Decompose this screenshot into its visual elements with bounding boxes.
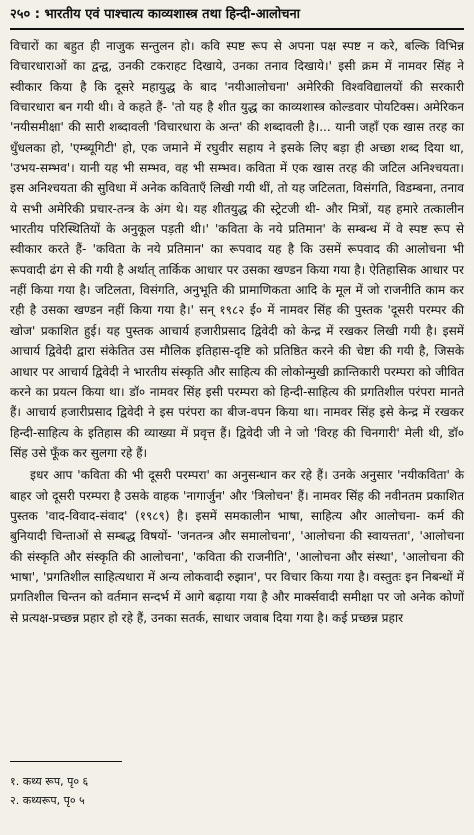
body-text (10, 36, 464, 628)
header-rule (10, 28, 464, 30)
footnote-2: २. कथ्यरूप, पृ० ५ (10, 794, 85, 807)
footnote-divider (10, 761, 122, 762)
footnotes (10, 772, 88, 810)
paragraph-1: विचारों का बहुत ही नाजुक सन्तुलन हो। कवि स्पष्ट रूप से अपना पक्ष स्पष्ट न करे, बल्कि विभिन्न विचारधाराओं का द्वन्द्व, उनकी टकराहट दिखाये, उनका तनाव दिखाये।' इसी क्रम में नामवर सिंह ने स्वीकार किया है कि दूसरे महायुद्ध के बाद 'नयीआलोचना' अमेरिकी विश्वविद्यालयों की सरकारी विचारधारा बन गयी थी। वे कहते हैं- 'तो यह है शीत युद्ध का काव्यशास्त्र कोल्डवार पोयटिक्स। अमेरिकन 'नयीसमीक्षा' की सारी शब्दावली 'विचारधारा के अन्त' की शब्दावली है।... यानी जहाँ एक खास तरह का धुँधलका हो, 'एम्ब्यूगिटी' हो, एक जमाने में रघुवीर सहाय ने इसके लिए बड़ा ही अच्छा शब्द दिया था, 'उभय-सम्भव'। यानी यह भी सम्भव, वह भी सम्भव। कविता में एक खास तरह की जटिल अनिश्चयता। इस अनिश्चयता की सुविधा में अनेक कविताएँ लिखी गयी थीं, तो यह जटिलता, विसंगति, विडम्बना, तनाव ये सभी अमेरिकी प्रचार-तन्त्र के अंग थे। यह शीतयुद्ध की स्ट्रेटजी थी- और मित्रों, यह हमारे तत्कालीन भारतीय परिस्थितियों के अनुकूल पड़ती थी।' 'कविता के नये प्रतिमान' के सम्बन्ध में वे स्पष्ट रूप से स्वीकार करते हैं- 'कविता के नये प्रतिमान' का रूपवाद यह है कि उसमें रूपवाद की आलोचना भी रूपवादी ढंग से की गयी है अर्थात् तार्किक आधार पर उसका खण्डन किया गया है। ऐतिहासिक आधार पर नहीं किया गया है। जटिलता, विसंगति, अनुभूति की प्रामाणिकता आदि के मूल में जो राजनीति काम कर रही है उसका खण्डन नहीं किया गया है।' सन् १९८२ ई० में नामवर सिंह की पुस्तक 'दूसरी परम्पर की खोज' प्रकाशित हुई। यह पुस्तक आचार्य हजारीप्रसाद द्विवेदी को केन्द्र में रखकर लिखी गयी है। इसमें आचार्य द्विवेदी द्वारा संकेतित उस मौलिक इतिहास-दृष्टि को प्रतिष्ठित करने की चेष्टा की गयी है, जिसके आधार पर आचार्य द्विवेदी ने भारतीय संस्कृति और साहित्य की लोकोन्मुखी क्रान्तिकारी परम्परा को जीवित करने का प्रयत्न किया था। डॉ० नामवर सिंह इसी परम्परा को हिन्दी-साहित्य की प्रगतिशील परंपरा मानते हैं। आचार्य हजारीप्रसाद द्विवेदी ने इस परंपरा का बीज-वपन किया था। नामवर सिंह इसे केन्द्र में रखकर हिन्दी-साहित्य के इतिहास की व्याख्या में प्रवृत्त हैं। द्विवेदी जी ने जो 'विरह की चिनगारी' मेली थी, डॉ० सिंह उसे फूँक कर सुलगा रहे हैं। (10, 39, 464, 460)
paragraph-2: इधर आप 'कविता की भी दूसरी परम्परा' का अनुसन्धान कर रहे हैं। उनके अनुसार 'नयीकविता' के बाहर जो दूसरी परम्परा है उसके वाहक 'नागार्जुन' और 'त्रिलोचन' हैं। नामवर सिंह की नवीनतम प्रकाशित पुस्तक 'वाद-विवाद-संवाद' (१९८९) है। इसमें समकालीन भाषा, साहित्य और आलोचना- कर्म की बुनियादी चिन्ताओं से सम्बद्ध विषयों- 'जनतन्त्र और समालोचना', 'आलोचना की स्वायत्तता', 'आलोचना की संस्कृति और संस्कृति की आलोचना', 'कविता की राजनीति', 'आलोचना और संस्था', 'आलोचना की भाषा', 'प्रगतिशील साहित्यधारा में अन्य लोकवादी रुझान', पर विचार किया गया है। वस्तुतः इन निबन्धों में प्रगतिशील चिन्तन को वर्तमान सन्दर्भ में आगे बढ़ाया गया है और मार्क्सवादी समीक्षा पर जो अनेक कोणों से प्रत्यक्ष-प्रच्छन्न प्रहार हो रहे हैं, उनका सतर्क, साधार जवाब दिया गया है। कई प्रच्छन्न प्रहार (10, 468, 464, 625)
running-header: २५० : भारतीय एवं पाश्चात्य काव्यशास्त्र तथा हिन्दी-आलोचना (10, 7, 301, 22)
footnote-1: १. कथ्य रूप, पृ० ६ (10, 775, 89, 788)
